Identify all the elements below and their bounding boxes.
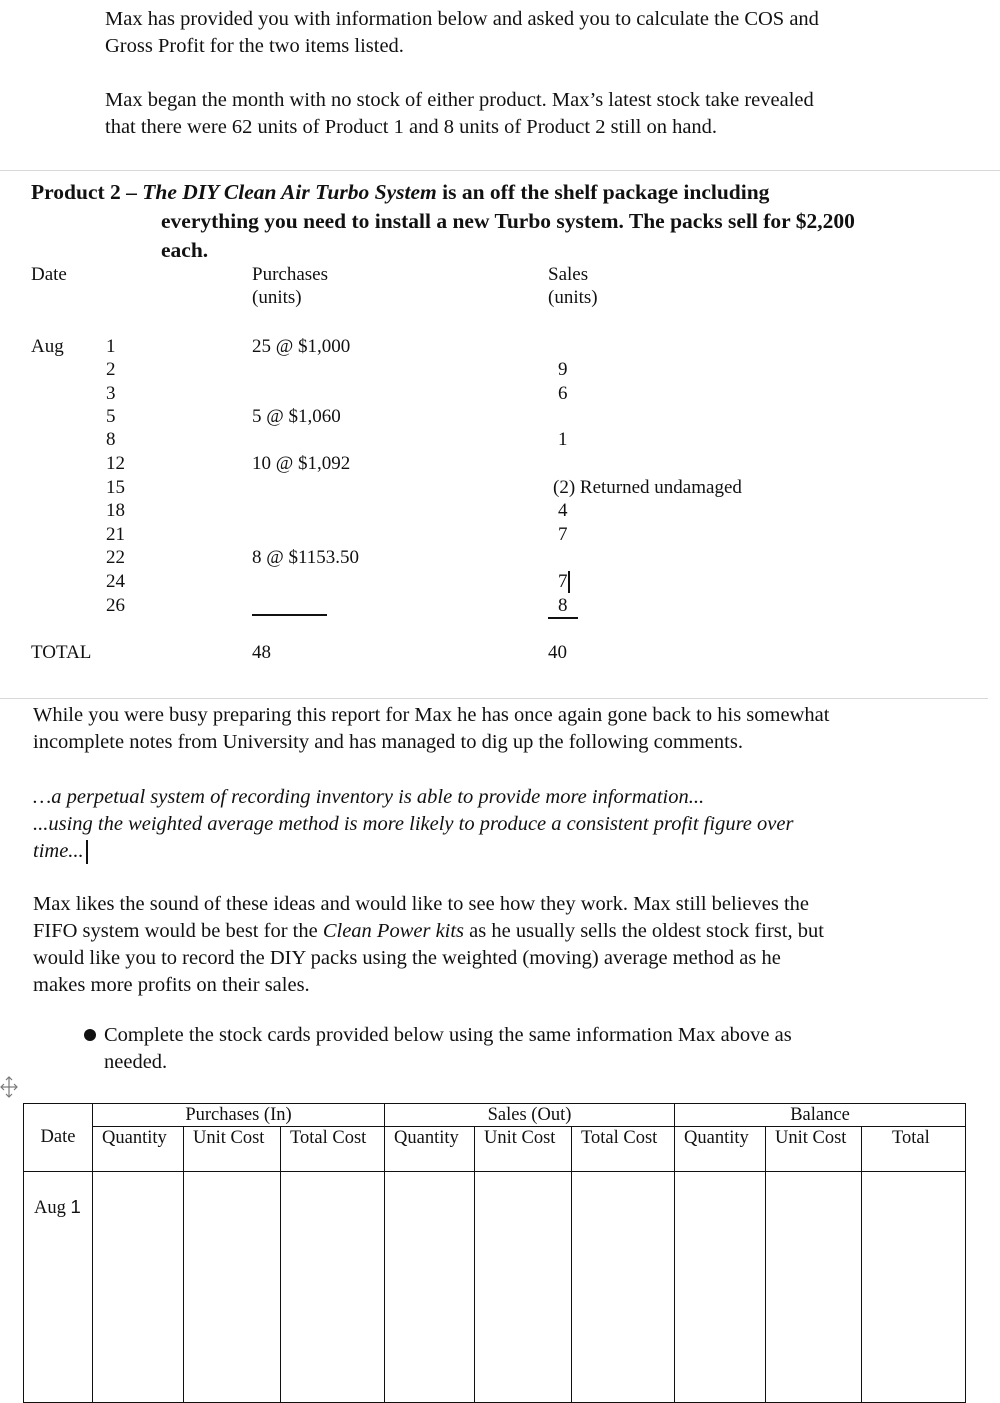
ledger-day: 24 [106, 571, 125, 592]
purchases-total-underline [252, 614, 327, 616]
bullet-line: Complete the stock cards provided below using the same information Max above as [104, 1024, 792, 1046]
comments-line: incomplete notes from University and has managed to dig up the following comments. [33, 731, 743, 753]
stock-card-table [23, 1103, 966, 1403]
stock-card-cell[interactable] [475, 1172, 572, 1403]
stock-card-cell[interactable] [766, 1172, 862, 1403]
closing-line: makes more profits on their sales. [33, 974, 310, 996]
closing-line: Max likes the sound of these ideas and would like to see how they work. Max still believes the [33, 893, 809, 915]
text-cursor [86, 840, 88, 864]
sub-header: Unit Cost [475, 1127, 572, 1172]
closing-text: as he usually sells the oldest stock first, but [464, 920, 824, 942]
intro-line: that there were 62 units of Product 1 and 8 units of Product 2 still on hand. [105, 116, 718, 138]
product-prefix: Product 2 – [31, 180, 137, 204]
section-divider [0, 698, 988, 699]
header-line: (units) [548, 287, 598, 309]
section-divider [0, 170, 1000, 171]
ledger-sale-entry: 7 [558, 571, 568, 592]
ledger-day: 18 [106, 500, 125, 521]
ledger-sale-entry: 7 [558, 524, 568, 545]
ledger-day: 5 [106, 406, 116, 427]
quote-last-line [33, 838, 793, 865]
ledger-purchases-header [252, 263, 328, 310]
comments-line: While you were busy preparing this report for Max he has once again gone back to his somewhat [33, 704, 830, 726]
group-header-purchases: Purchases (In) [93, 1104, 385, 1127]
quote-line: ...using the weighted average method is more likely to produce a consistent profit figure over [33, 813, 794, 835]
ledger-total-label: TOTAL [31, 642, 92, 663]
intro-line: Gross Profit for the two items listed. [105, 35, 404, 57]
row-month: Aug [34, 1198, 66, 1218]
intro-paragraph-2 [105, 87, 814, 141]
ledger-sale-entry: 1 [558, 429, 568, 450]
intro-paragraph-1 [105, 6, 819, 60]
group-header-sales: Sales (Out) [385, 1104, 675, 1127]
product-heading-line1 [31, 178, 769, 207]
ledger-day: 21 [106, 524, 125, 545]
ledger-day: 26 [106, 595, 125, 616]
closing-line [33, 918, 824, 945]
ledger-date-header: Date [31, 264, 67, 285]
quote-line: …a perpetual system of recording inventory is able to provide more information... [33, 786, 705, 808]
header-line: Purchases [252, 264, 328, 285]
sub-header: Quantity [675, 1127, 766, 1172]
ledger-day: 1 [106, 336, 116, 357]
ledger-month: Aug [31, 336, 64, 357]
sub-header: Unit Cost [184, 1127, 281, 1172]
ledger-day: 15 [106, 477, 125, 498]
product-desc: is an off the shelf package including [442, 180, 770, 204]
stock-card-date-header: Date [24, 1104, 93, 1172]
comments-paragraph [33, 702, 829, 756]
ledger-sales-header [548, 263, 598, 310]
header-line: (units) [252, 287, 302, 309]
ledger-sale-entry: 4 [558, 500, 568, 521]
row-day: 1 [70, 1196, 81, 1217]
comments-quotes [33, 784, 793, 865]
sub-header: Quantity [385, 1127, 475, 1172]
closing-emphasis: Clean Power kits [322, 920, 465, 942]
sales-total-underline [548, 617, 578, 619]
table-move-handle-icon[interactable] [0, 1075, 18, 1099]
ledger-sale-entry: 6 [558, 383, 568, 404]
stock-card-date-cell[interactable] [24, 1172, 93, 1403]
ledger-sale-entry: 9 [558, 359, 568, 380]
product-name: The DIY Clean Air Turbo System [142, 180, 437, 204]
ledger-day: 12 [106, 453, 125, 474]
stock-card-cell[interactable] [572, 1172, 675, 1403]
ledger-sale-entry: 8 [558, 595, 568, 616]
closing-paragraph [33, 891, 824, 999]
sub-header: Total Cost [281, 1127, 385, 1172]
ledger-day: 3 [106, 383, 116, 404]
ledger-day: 2 [106, 359, 116, 380]
stock-card-cell[interactable] [93, 1172, 184, 1403]
intro-line: Max has provided you with information below and asked you to calculate the COS and [105, 8, 819, 30]
product-heading-line2: everything you need to install a new Turbo system. The packs sell for $2,200 [161, 209, 855, 233]
ledger-day: 22 [106, 547, 125, 568]
quote-line: time... [33, 840, 84, 862]
closing-line: would like you to record the DIY packs using the weighted (moving) average method as he [33, 947, 781, 969]
ledger-total-sales: 40 [548, 642, 567, 663]
ledger-purchase-entry: 25 @ $1,000 [252, 336, 351, 357]
product-heading-line3: each. [161, 238, 209, 262]
sub-header: Total [862, 1127, 966, 1172]
bullet-text [104, 1022, 792, 1076]
stock-card-cell[interactable] [862, 1172, 966, 1403]
text-cursor [568, 571, 570, 593]
stock-card-cell[interactable] [675, 1172, 766, 1403]
closing-text: FIFO system would be best for the [33, 920, 323, 942]
ledger-total-purchases: 48 [252, 642, 271, 663]
stock-card-cell[interactable] [385, 1172, 475, 1403]
bullet-line: needed. [104, 1051, 168, 1073]
stock-card-cell[interactable] [184, 1172, 281, 1403]
ledger-purchase-entry: 8 @ $1153.50 [252, 547, 360, 568]
sub-header: Total Cost [572, 1127, 675, 1172]
ledger-purchase-entry: 10 @ $1,092 [252, 453, 351, 474]
header-line: Sales [548, 264, 589, 285]
ledger-day: 8 [106, 429, 116, 450]
bullet-dot-icon [84, 1029, 96, 1041]
ledger-purchase-entry: 5 @ $1,060 [252, 406, 341, 427]
stock-card-cell[interactable] [281, 1172, 385, 1403]
sub-header: Quantity [93, 1127, 184, 1172]
intro-line: Max began the month with no stock of either product. Max’s latest stock take revealed [105, 89, 814, 111]
sub-header: Unit Cost [766, 1127, 862, 1172]
group-header-balance: Balance [675, 1104, 966, 1127]
ledger-sale-entry: (2) Returned undamaged [553, 477, 742, 498]
